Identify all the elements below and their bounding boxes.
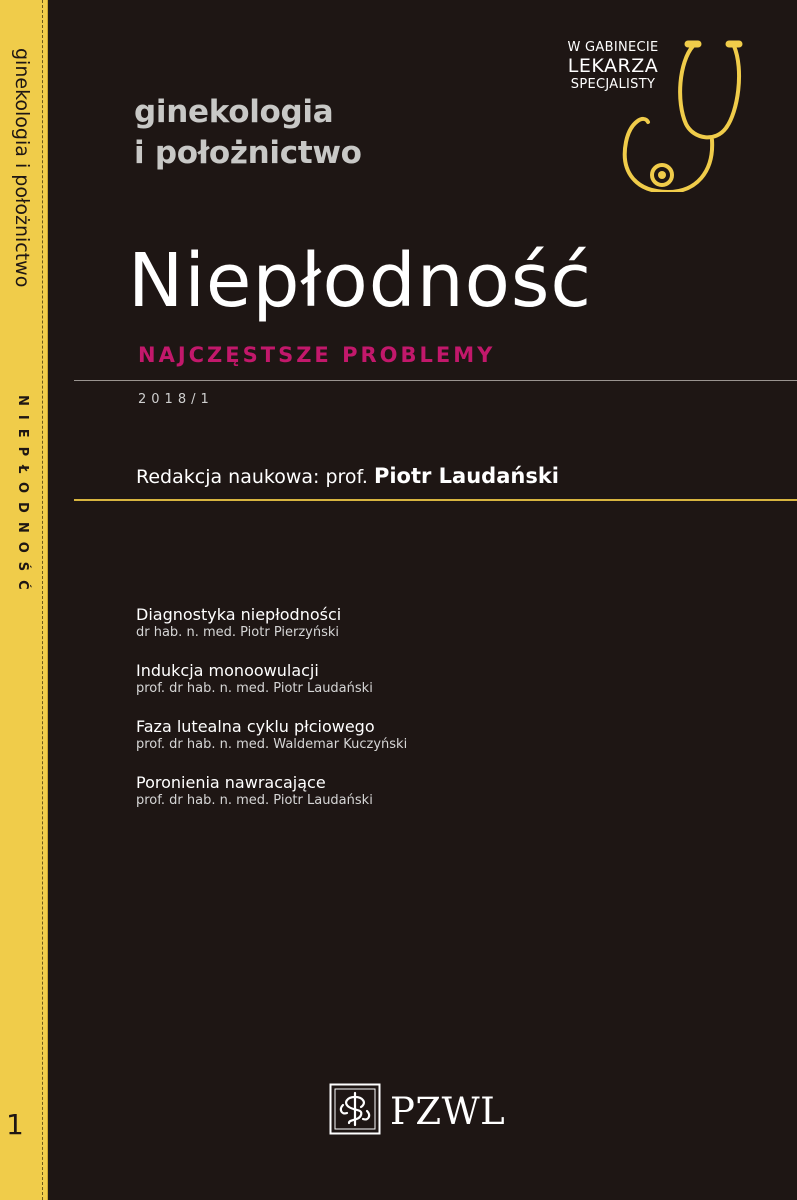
article-author: prof. dr hab. n. med. Piotr Laudański <box>136 793 373 808</box>
article-title: Diagnostyka niepłodności <box>136 605 342 624</box>
badge-line2: LEKARZA <box>567 55 659 77</box>
article-author: dr hab. n. med. Piotr Pierzyński <box>136 625 340 640</box>
article-item <box>136 605 736 641</box>
spine-fold-line <box>42 0 43 1200</box>
article-item <box>136 717 736 753</box>
book-title: Niepłodność <box>128 238 593 324</box>
article-item <box>136 773 736 809</box>
book-subtitle: NAJCZĘSTSZE PROBLEMY <box>138 343 496 367</box>
article-title: Faza lutealna cyklu płciowego <box>136 717 375 736</box>
spine-divider <box>47 0 48 1200</box>
publisher-emblem-icon <box>329 1083 381 1135</box>
article-title: Poronienia nawracające <box>136 773 326 792</box>
spine-series-label <box>3 48 39 348</box>
series-title <box>134 92 414 174</box>
badge-text <box>548 40 678 91</box>
series-title-line1: ginekologia <box>134 94 334 130</box>
spine-title-text: NIEPŁODNOŚĆ <box>15 395 30 599</box>
article-author: prof. dr hab. n. med. Waldemar Kuczyński <box>136 737 408 752</box>
article-title: Indukcja monoowulacji <box>136 661 319 680</box>
series-badge <box>548 40 768 210</box>
badge-line3: SPECJALISTY <box>570 77 656 92</box>
issue-number: 2018/1 <box>138 392 214 407</box>
editor-label: Redakcja naukowa: prof. <box>136 466 368 488</box>
spine-series-text: ginekologia i położnictwo <box>11 48 33 288</box>
title-rule <box>74 380 797 381</box>
article-item <box>136 661 736 697</box>
editor-rule <box>74 499 797 501</box>
editor-line <box>136 464 559 488</box>
table-of-contents <box>136 605 736 829</box>
editor-name: Piotr Laudański <box>373 464 559 488</box>
publisher-name: PZWL <box>390 1090 506 1133</box>
badge-line1: W GABINECIE <box>567 40 659 55</box>
spine-volume-number: 1 <box>6 1108 24 1141</box>
spine-title-label <box>3 395 39 625</box>
series-title-line2: i położnictwo <box>134 135 362 171</box>
article-author: prof. dr hab. n. med. Piotr Laudański <box>136 681 373 696</box>
